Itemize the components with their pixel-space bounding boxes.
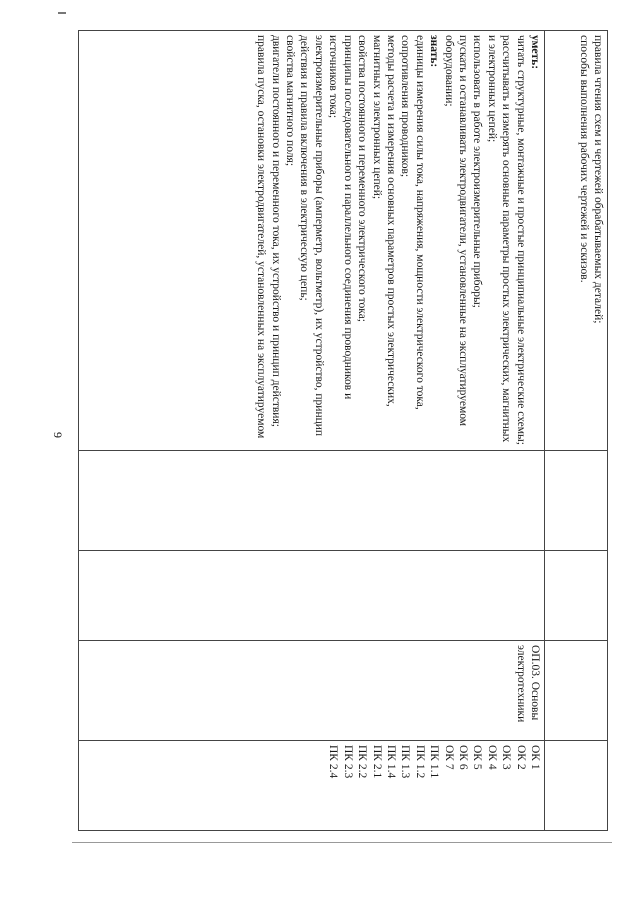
skill-line: свойства постоянного и переменного электрического тока; [356, 35, 369, 322]
skill-heading: знать: [428, 35, 441, 68]
competency-code: ПК 2.2 [356, 745, 369, 779]
skills-cell [79, 31, 545, 451]
competency-code: ОК 7 [442, 745, 455, 770]
scan-mark [58, 12, 66, 14]
skill-heading: уметь: [529, 35, 541, 70]
continuation-row [545, 31, 608, 831]
competency-code: ПК 2.1 [370, 745, 383, 779]
competency-code: ОК 3 [500, 745, 513, 770]
continuation-skills-cell [545, 31, 608, 451]
skill-line: читать структурные, монтажные и простые принципиальные электрические схемы; [514, 35, 527, 445]
continuation-cell-3 [545, 551, 608, 641]
competency-code: ПК 2.3 [341, 745, 354, 779]
competency-code: ПК 2.4 [327, 745, 340, 779]
competency-code: ПК 1.3 [399, 745, 412, 779]
skill-line: методы расчета и измерения основных параметров простых электрических, магнитных и электронных цепей; [370, 35, 397, 407]
skill-line: рассчитывать и измерять основные параметры простых электрических, магнитных и электронных цепей; [485, 35, 513, 443]
rotated-page-content [78, 30, 608, 830]
rotated-table-container [78, 30, 608, 830]
skill-line: принципы последовательного и параллельного соединения проводников и источников тока; [327, 35, 354, 400]
competency-code: ОК 2 [514, 745, 527, 770]
competencies-cell [79, 741, 545, 831]
page-number: 9 [51, 432, 66, 438]
skill-line: использовать в работе электроизмерительные приборы; [471, 35, 484, 308]
continuation-cell-5 [545, 741, 608, 831]
competency-code: ОК 4 [485, 745, 498, 770]
skill-line: единицы измерения силы тока, напряжения, мощности электрического тока, сопротивления проводников; [399, 35, 426, 410]
discipline-row [79, 31, 545, 831]
skill-line: правила пуска, остановки электродвигателей, установленных на эксплуатируемом [255, 35, 268, 439]
empty-cell-2 [79, 451, 545, 551]
competency-code: ПК 1.2 [413, 745, 426, 779]
empty-cell-3 [79, 551, 545, 641]
competency-code: ПК 1.4 [384, 745, 397, 779]
continuation-line: способы выполнения рабочих чертежей и эскизов. [577, 35, 590, 283]
competency-code: ОК 6 [456, 745, 469, 770]
skill-line: пускать и останавливать электродвигатели, установленные на эксплуатируемом оборудовании; [442, 35, 469, 427]
competency-code: ОК 1 [529, 745, 541, 770]
discipline-cell: ОП.03. Основы электротехники [79, 641, 545, 741]
page-bottom-rule [72, 842, 612, 843]
skill-line: свойства магнитного поля; [284, 35, 297, 167]
competency-code: ОК 5 [471, 745, 484, 770]
skill-line: электроизмерительные приборы (амперметр, вольтметр), их устройство, принцип действия и правила включения в электрическую цепь; [298, 35, 325, 437]
skill-line: двигатели постоянного и переменного тока, их устройство и принцип действия; [269, 35, 282, 427]
competency-table [78, 30, 608, 831]
continuation-cell-4 [545, 641, 608, 741]
competency-code: ПК 1.1 [428, 745, 441, 779]
continuation-cell-2 [545, 451, 608, 551]
continuation-line: правила чтения схем и чертежей обрабатываемых деталей; [592, 35, 604, 324]
